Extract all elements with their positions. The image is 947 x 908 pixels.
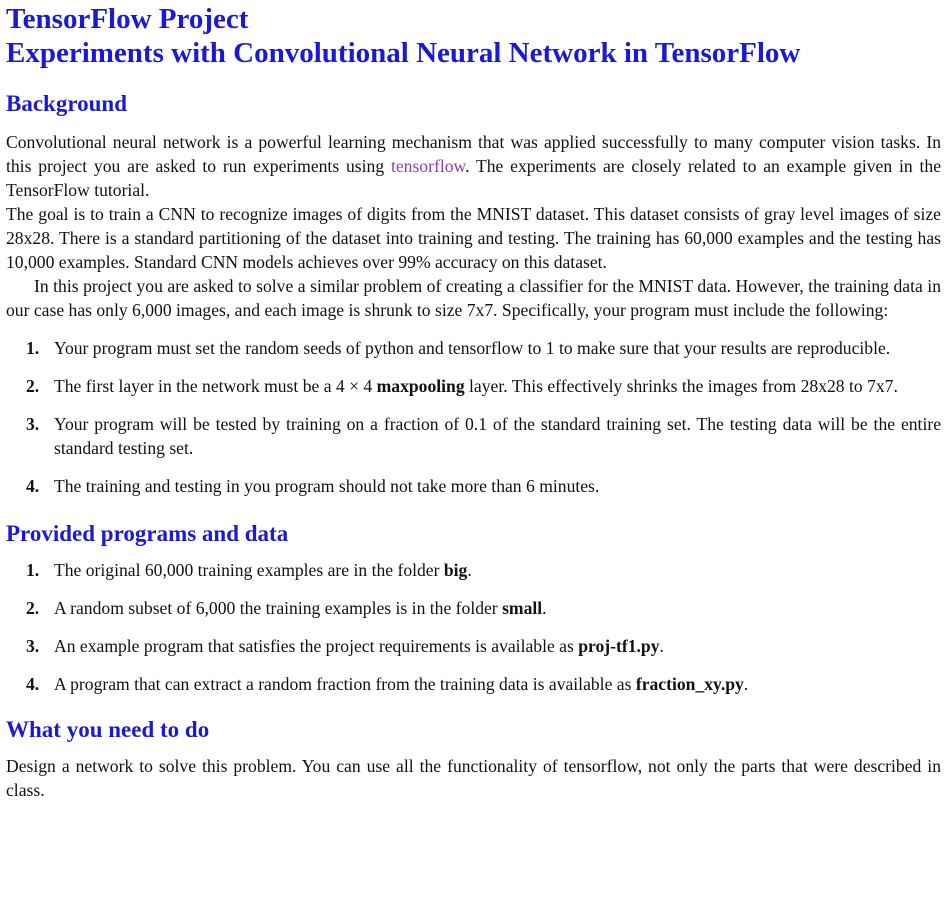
background-paragraph-2: The goal is to train a CNN to recognize images of digits from the MNIST dataset. This dataset consists of gray level images of size 28x28. There is a standard partitioning of the dataset into training and testing. The training has 60,000 examples and the testing has 10,000 examples. Standard CNN models achieves over 99% accuracy on this dataset. bbox=[6, 204, 941, 272]
item-bold: fraction_xy.py bbox=[635, 674, 744, 694]
item-number: 1. bbox=[26, 560, 40, 580]
title-line1: TensorFlow Project bbox=[6, 3, 249, 35]
list-item bbox=[6, 374, 941, 398]
item-text: A random subset of 6,000 the training examples is in the folder bbox=[54, 598, 503, 618]
item-number: 4. bbox=[26, 674, 40, 694]
item-text: Your program must set the random seeds of python and tensorflow to 1 to make sure that your results are reproducible. bbox=[54, 338, 891, 358]
document bbox=[6, 0, 941, 802]
item-text: A program that can extract a random fraction from the training data is available as bbox=[54, 674, 636, 694]
item-text: An example program that satisfies the project requirements is available as bbox=[54, 636, 579, 656]
item-text: Your program will be tested by training on a fraction of 0.1 of the standard training set. The testing data will be the entire standard testing set. bbox=[54, 414, 941, 458]
item-bold: maxpooling bbox=[376, 376, 465, 396]
todo-paragraph: Design a network to solve this problem. You can use all the functionality of tensorflow, not only the parts that were described in class. bbox=[6, 756, 941, 800]
item-number: 1. bbox=[26, 338, 40, 358]
item-text: The training and testing in you program should not take more than 6 minutes. bbox=[54, 476, 600, 496]
item-bold: small bbox=[502, 598, 543, 618]
item-text: . bbox=[659, 636, 664, 656]
tensorflow-link[interactable]: tensorflow bbox=[390, 156, 466, 176]
list-item bbox=[6, 558, 941, 582]
item-number: 2. bbox=[26, 598, 40, 618]
list-item bbox=[6, 412, 941, 460]
item-text: . bbox=[467, 560, 472, 580]
background-heading: Background bbox=[6, 91, 128, 116]
item-bold: proj-tf1.py bbox=[578, 636, 660, 656]
background-paragraph-3: In this project you are asked to solve a similar problem of creating a classifier for the MNIST data. However, the training data in our case has only 6,000 images, and each image is shrunk to size 7x7. Specifically, your program must include the following: bbox=[6, 276, 941, 320]
list-item bbox=[6, 672, 941, 696]
background-paragraph-1 bbox=[6, 130, 941, 202]
provided-list bbox=[6, 558, 941, 696]
item-number: 2. bbox=[26, 376, 40, 396]
text: . The experiments are closely related to an example given in the TensorFlow tutorial. bbox=[6, 156, 942, 200]
list-item bbox=[6, 336, 941, 360]
list-item bbox=[6, 474, 941, 498]
requirements-list bbox=[6, 336, 941, 498]
list-item bbox=[6, 634, 941, 658]
item-number: 3. bbox=[26, 636, 40, 656]
text: Convolutional neural network is a powerful learning mechanism that was applied successfully to many computer vision tasks. In this project you are asked to run experiments using bbox=[6, 132, 941, 176]
item-number: 3. bbox=[26, 414, 40, 434]
item-text: . bbox=[743, 674, 749, 694]
provided-heading: Provided programs and data bbox=[6, 521, 289, 546]
title-line2: Experiments with Convolutional Neural Network in TensorFlow bbox=[6, 37, 801, 69]
item-text: layer. This effectively shrinks the images from 28x28 to 7x7. bbox=[464, 376, 898, 396]
list-item bbox=[6, 596, 941, 620]
item-text: The first layer in the network must be a 4 × 4 bbox=[54, 376, 377, 396]
item-bold: big bbox=[443, 560, 468, 580]
todo-heading: What you need to do bbox=[6, 717, 210, 742]
item-text: . bbox=[542, 598, 547, 618]
item-number: 4. bbox=[26, 476, 40, 496]
item-text: The original 60,000 training examples are in the folder bbox=[54, 560, 444, 580]
